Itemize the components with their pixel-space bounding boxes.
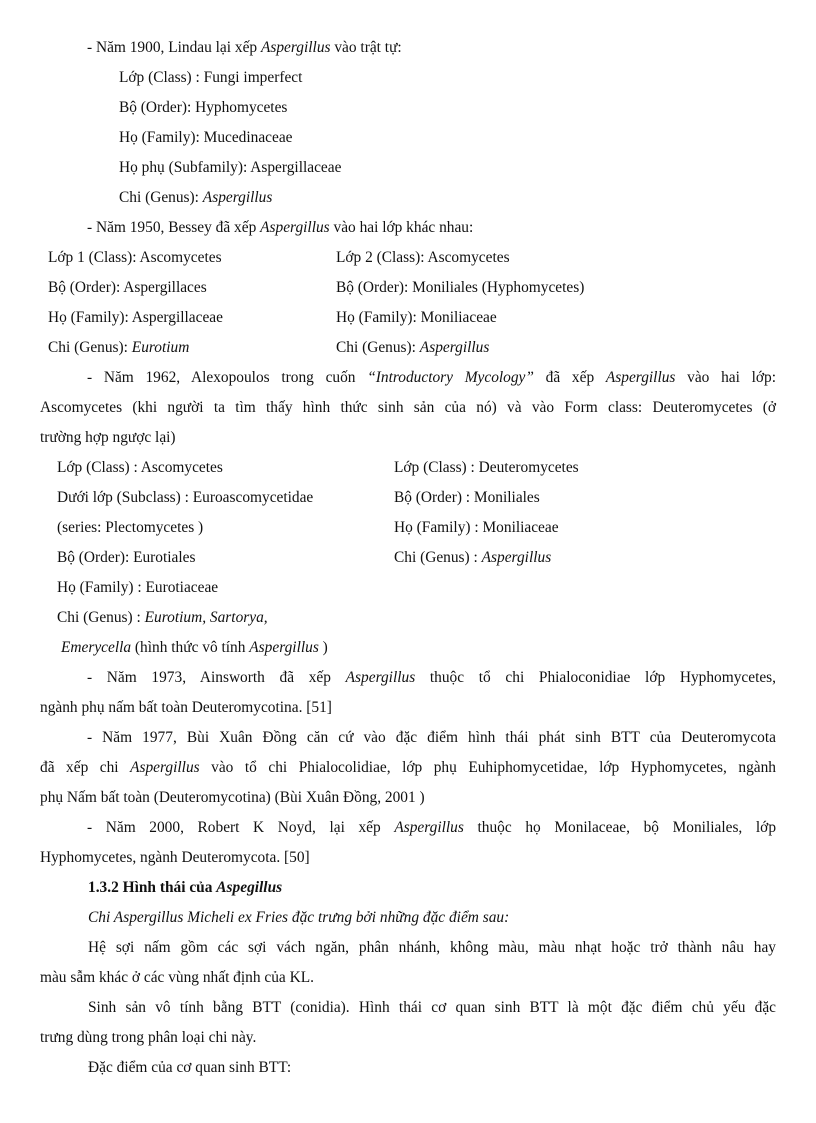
rank-genus-1900: Chi (Genus): Aspergillus: [119, 189, 273, 206]
para-hypha-line-1: Hệ sợi nấm gồm các sợi vách ngăn, phân nhánh, không màu, màu nhạt hoặc trở thành nâu hay: [88, 939, 776, 956]
alexo-right-genus: Chi (Genus) : Aspergillus: [394, 549, 552, 566]
para-1962-line-3: trường hợp ngược lại): [40, 429, 176, 446]
alexo-right-family: Họ (Family) : Moniliaceae: [394, 519, 559, 536]
para-1950-intro: - Năm 1950, Bessey đã xếp Aspergillus vào hai lớp khác nhau:: [87, 219, 474, 236]
para-1900-intro: - Năm 1900, Lindau lại xếp Aspergillus vào trật tự:: [87, 39, 402, 56]
para-1977-line-3: phụ Nấm bất toàn (Deuteromycotina) (Bùi Xuân Đồng, 2001 ): [40, 789, 425, 806]
para-hypha-line-2: màu sẫm khác ở các vùng nhất định của KL.: [40, 969, 314, 986]
alexo-left-series: (series: Plectomycetes ): [57, 519, 204, 536]
para-repro-line-2: trưng dùng trong phân loại chi này.: [40, 1029, 257, 1046]
bessey-left-class: Lớp 1 (Class): Ascomycetes: [48, 249, 222, 266]
para-1973-line-2: ngành phụ nấm bất toàn Deuteromycotina. [51]: [40, 699, 332, 716]
bessey-right-order: Bộ (Order): Moniliales (Hyphomycetes): [336, 279, 585, 296]
alexo-left-subclass: Dưới lớp (Subclass) : Euroascomycetidae: [57, 489, 314, 506]
rank-subfamily-1900: Họ phụ (Subfamily): Aspergillaceae: [119, 159, 342, 176]
para-repro-line-1: Sinh sản vô tính bằng BTT (conidia). Hình thái cơ quan sinh BTT là một đặc điểm chủ yếu đặc: [88, 999, 776, 1016]
section-subheading: Chi Aspergillus Micheli ex Fries đặc trưng bởi những đặc điểm sau:: [88, 909, 510, 926]
para-organ: Đặc điểm của cơ quan sinh BTT:: [88, 1059, 292, 1076]
bessey-left-family: Họ (Family): Aspergillaceae: [48, 309, 223, 326]
para-1977-line-2: đã xếp chi Aspergillus vào tổ chi Phialocolidiae, lớp phụ Euhiphomycetidae, lớp Hyphomycetes, ngành: [40, 759, 776, 776]
para-1962-line-2: Ascomycetes (khi người ta tìm thấy hình thức sinh sản của nó) và vào Form class: Deuteromycetes (ở: [40, 399, 776, 416]
alexo-left-order: Bộ (Order): Eurotiales: [57, 549, 196, 566]
alexo-left-genus: Chi (Genus) : Eurotium, Sartorya,: [57, 609, 268, 626]
para-1962-line-1: - Năm 1962, Alexopoulos trong cuốn “Introductory Mycology” đã xếp Aspergillus vào hai lớp:: [87, 369, 776, 386]
rank-family-1900: Họ (Family): Mucedinaceae: [119, 129, 293, 146]
bessey-right-family: Họ (Family): Moniliaceae: [336, 309, 497, 326]
bessey-right-genus: Chi (Genus): Aspergillus: [336, 339, 490, 356]
alexo-left-emerycella: Emerycella (hình thức vô tính Aspergillus ): [61, 639, 328, 656]
bessey-left-order: Bộ (Order): Aspergillaces: [48, 279, 207, 296]
rank-order-1900: Bộ (Order): Hyphomycetes: [119, 99, 288, 116]
alexo-right-class: Lớp (Class) : Deuteromycetes: [394, 459, 579, 476]
para-1977-line-1: - Năm 1977, Bùi Xuân Đồng căn cứ vào đặc điểm hình thái phát sinh BTT của Deuteromycota: [87, 729, 776, 746]
para-2000-line-1: - Năm 2000, Robert K Noyd, lại xếp Aspergillus thuộc họ Monilaceae, bộ Moniliales, lớp: [87, 819, 777, 836]
rank-class-1900: Lớp (Class) : Fungi imperfect: [119, 69, 303, 86]
section-heading: 1.3.2 Hình thái của Aspegillus: [88, 879, 283, 896]
alexo-right-order: Bộ (Order) : Moniliales: [394, 489, 540, 506]
para-1973-line-1: - Năm 1973, Ainsworth đã xếp Aspergillus thuộc tổ chi Phialoconidiae lớp Hyphomycetes,: [87, 669, 777, 686]
bessey-right-class: Lớp 2 (Class): Ascomycetes: [336, 249, 510, 266]
para-2000-line-2: Hyphomycetes, ngành Deuteromycota. [50]: [40, 849, 310, 866]
bessey-left-genus: Chi (Genus): Eurotium: [48, 339, 190, 356]
alexo-left-family: Họ (Family) : Eurotiaceae: [57, 579, 219, 596]
alexo-left-class: Lớp (Class) : Ascomycetes: [57, 459, 223, 476]
